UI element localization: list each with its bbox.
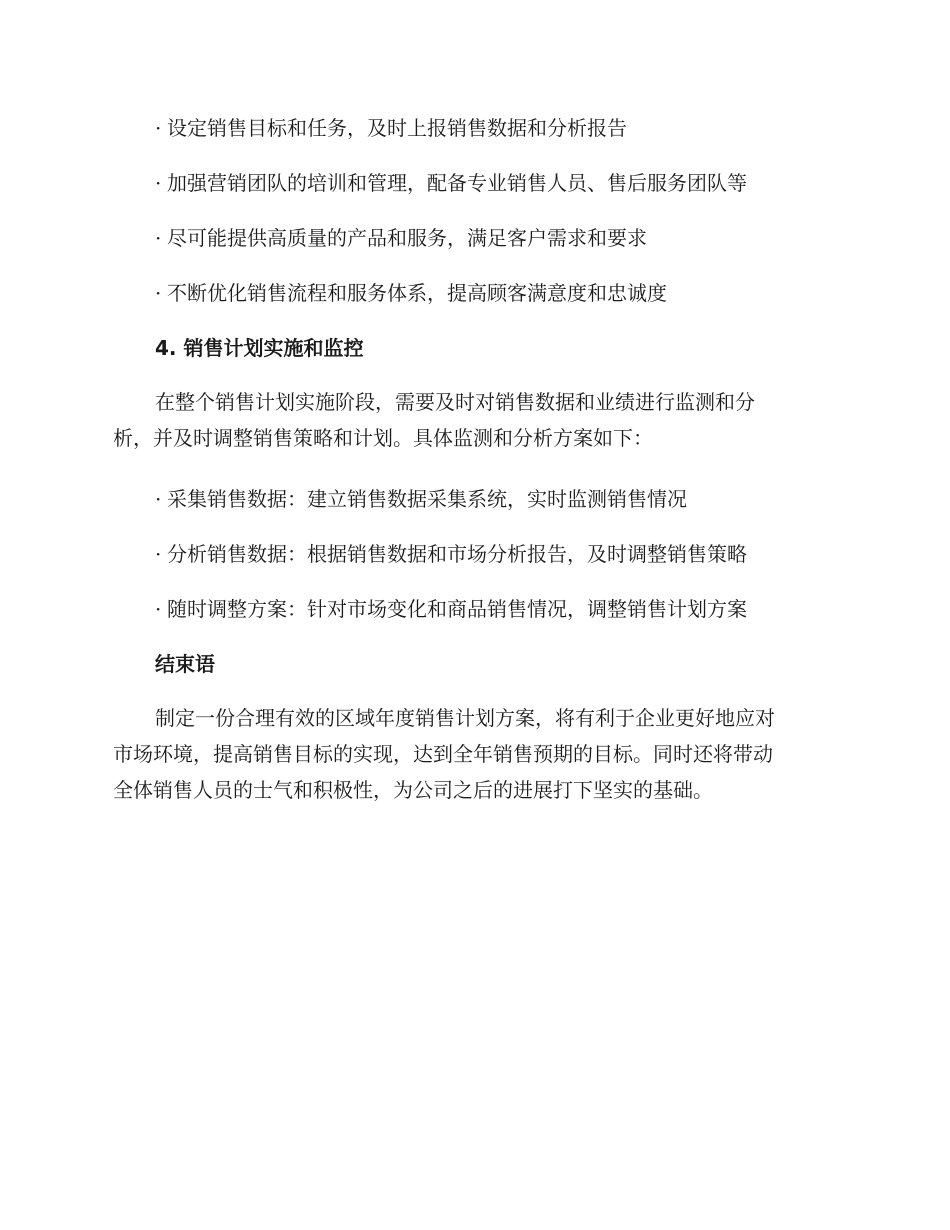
conclusion-paragraph	[113, 700, 843, 808]
paragraph-line: 制定一份合理有效的区域年度销售计划方案，将有利于企业更好地应对	[155, 706, 775, 730]
bullet-dot: ·	[155, 487, 162, 511]
list-item	[155, 279, 667, 307]
bullet-dot: ·	[155, 116, 162, 140]
bullet-dot: ·	[155, 597, 162, 621]
bullet-dot: ·	[155, 171, 162, 195]
paragraph-line: 在整个销售计划实施阶段，需要及时对销售数据和业绩进行监测和分	[155, 390, 755, 414]
list-item	[155, 224, 647, 252]
bullet-dot: ·	[155, 542, 162, 566]
list-item-text: 尽可能提供高质量的产品和服务，满足客户需求和要求	[167, 226, 647, 250]
bullet-dot: ·	[155, 281, 162, 305]
section-heading: 4. 销售计划实施和监控	[155, 336, 364, 360]
bullet-dot: ·	[155, 226, 162, 250]
list-item-text: 采集销售数据：建立销售数据采集系统，实时监测销售情况	[167, 487, 687, 511]
list-item	[155, 540, 747, 568]
list-item	[155, 114, 627, 142]
list-item	[155, 595, 747, 623]
list-item-text: 设定销售目标和任务，及时上报销售数据和分析报告	[167, 116, 627, 140]
paragraph-line: 析，并及时调整销售策略和计划。具体监测和分析方案如下：	[113, 426, 653, 450]
section-paragraph	[113, 384, 843, 456]
list-item	[155, 169, 747, 197]
list-item-text: 加强营销团队的培训和管理，配备专业销售人员、售后服务团队等	[167, 171, 747, 195]
paragraph-line: 市场环境，提高销售目标的实现，达到全年销售预期的目标。同时还将带动	[113, 742, 773, 766]
list-item-text: 分析销售数据：根据销售数据和市场分析报告，及时调整销售策略	[167, 542, 747, 566]
conclusion-heading: 结束语	[155, 652, 215, 676]
list-item-text: 随时调整方案：针对市场变化和商品销售情况，调整销售计划方案	[167, 597, 747, 621]
list-item-text: 不断优化销售流程和服务体系，提高顾客满意度和忠诚度	[167, 281, 667, 305]
paragraph-line: 全体销售人员的士气和积极性，为公司之后的进展打下坚实的基础。	[113, 778, 713, 802]
list-item	[155, 485, 687, 513]
